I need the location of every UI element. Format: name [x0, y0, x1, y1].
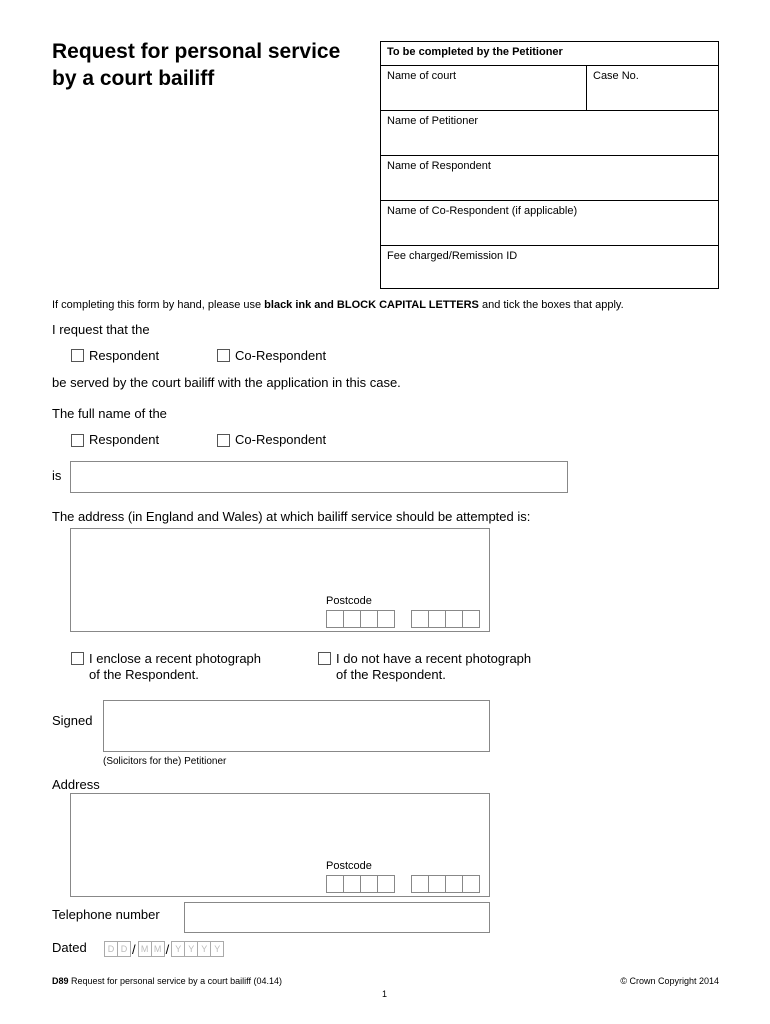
court-name-label: Name of court: [387, 70, 457, 82]
photo-enclosed-line-2: of the Respondent.: [89, 667, 199, 682]
title-line-2: by a court bailiff: [52, 67, 215, 90]
request-intro: I request that the: [52, 322, 150, 337]
footer-form-code: [52, 976, 282, 986]
solicitor-postcode-label: Postcode: [326, 860, 372, 872]
co-respondent-name-field[interactable]: [381, 201, 718, 246]
address-input[interactable]: [70, 528, 490, 632]
date-year-4[interactable]: Y: [210, 941, 224, 957]
request-co-respondent-checkbox[interactable]: [217, 349, 230, 362]
address-label: The address (in England and Wales) at which bailiff service should be attempted is:: [52, 509, 531, 524]
date-year-3[interactable]: Y: [197, 941, 211, 957]
petitioner-table-header: To be completed by the Petitioner: [381, 42, 718, 66]
photo-enclosed-label: [89, 651, 261, 683]
solicitor-address-input[interactable]: [70, 793, 490, 897]
full-name-respondent-checkbox[interactable]: [71, 434, 84, 447]
court-name-field[interactable]: [381, 66, 718, 111]
postcode-input-second[interactable]: [411, 610, 479, 628]
instructions-part-1: If completing this form by hand, please use: [52, 299, 265, 311]
date-month-2[interactable]: M: [151, 941, 165, 957]
petitioner-name-label: Name of Petitioner: [387, 115, 479, 127]
solicitor-address-label: Address: [52, 777, 100, 792]
full-name-respondent-label: Respondent: [89, 432, 160, 447]
telephone-input[interactable]: [184, 902, 490, 933]
full-name-co-respondent-checkbox[interactable]: [217, 434, 230, 447]
date-input[interactable]: [104, 941, 223, 957]
respondent-name-field[interactable]: [381, 156, 718, 201]
no-photo-line-2: of the Respondent.: [336, 667, 446, 682]
request-respondent-checkbox[interactable]: [71, 349, 84, 362]
request-respondent-label: Respondent: [89, 348, 160, 363]
instructions-part-2: and tick the boxes that apply.: [478, 299, 624, 311]
photo-enclosed-line-1: I enclose a recent photograph: [89, 651, 262, 666]
telephone-label: Telephone number: [52, 907, 160, 922]
instructions: [52, 299, 624, 311]
title-line-1: Request for personal service: [52, 40, 341, 63]
instructions-bold: black ink and BLOCK CAPITAL LETTERS: [264, 299, 479, 311]
footer-copyright: © Crown Copyright 2014: [620, 976, 719, 986]
fee-charged-label: Fee charged/Remission ID: [387, 250, 518, 262]
footer-code: D89: [52, 976, 69, 986]
date-month-1[interactable]: M: [138, 941, 152, 957]
full-name-input[interactable]: [70, 461, 568, 493]
date-year-1[interactable]: Y: [171, 941, 185, 957]
signature-sub-label: (Solicitors for the) Petitioner: [103, 756, 227, 767]
served-text: be served by the court bailiff with the application in this case.: [52, 375, 401, 390]
full-name-intro: The full name of the: [52, 406, 167, 421]
co-respondent-name-label: Name of Co-Respondent (if applicable): [387, 205, 578, 217]
petitioner-table: [380, 41, 719, 289]
page-number: 1: [382, 989, 388, 999]
request-co-respondent-label: Co-Respondent: [235, 348, 327, 363]
no-photo-checkbox[interactable]: [318, 652, 331, 665]
no-photo-label: [336, 651, 531, 683]
signature-input[interactable]: [103, 700, 490, 752]
case-number-field[interactable]: [586, 66, 645, 110]
is-label: is: [52, 468, 62, 483]
date-separator-2: /: [165, 941, 170, 957]
respondent-name-label: Name of Respondent: [387, 160, 491, 172]
footer-description: Request for personal service by a court bailiff (04.14): [68, 976, 282, 986]
case-number-label: Case No.: [593, 70, 639, 82]
postcode-input-first[interactable]: [326, 610, 394, 628]
date-day-2[interactable]: D: [117, 941, 131, 957]
date-separator-1: /: [132, 941, 136, 957]
form-title: [52, 38, 340, 92]
photo-enclosed-checkbox[interactable]: [71, 652, 84, 665]
solicitor-postcode-input-second[interactable]: [411, 875, 479, 893]
signed-label: Signed: [52, 713, 93, 728]
fee-charged-field[interactable]: [381, 246, 718, 288]
no-photo-line-1: I do not have a recent photograph: [336, 651, 532, 666]
solicitor-postcode-input-first[interactable]: [326, 875, 394, 893]
date-year-2[interactable]: Y: [184, 941, 198, 957]
petitioner-name-field[interactable]: [381, 111, 718, 156]
postcode-label: Postcode: [326, 595, 372, 607]
full-name-co-respondent-label: Co-Respondent: [235, 432, 327, 447]
date-day-1[interactable]: D: [104, 941, 118, 957]
dated-label: Dated: [52, 940, 87, 955]
